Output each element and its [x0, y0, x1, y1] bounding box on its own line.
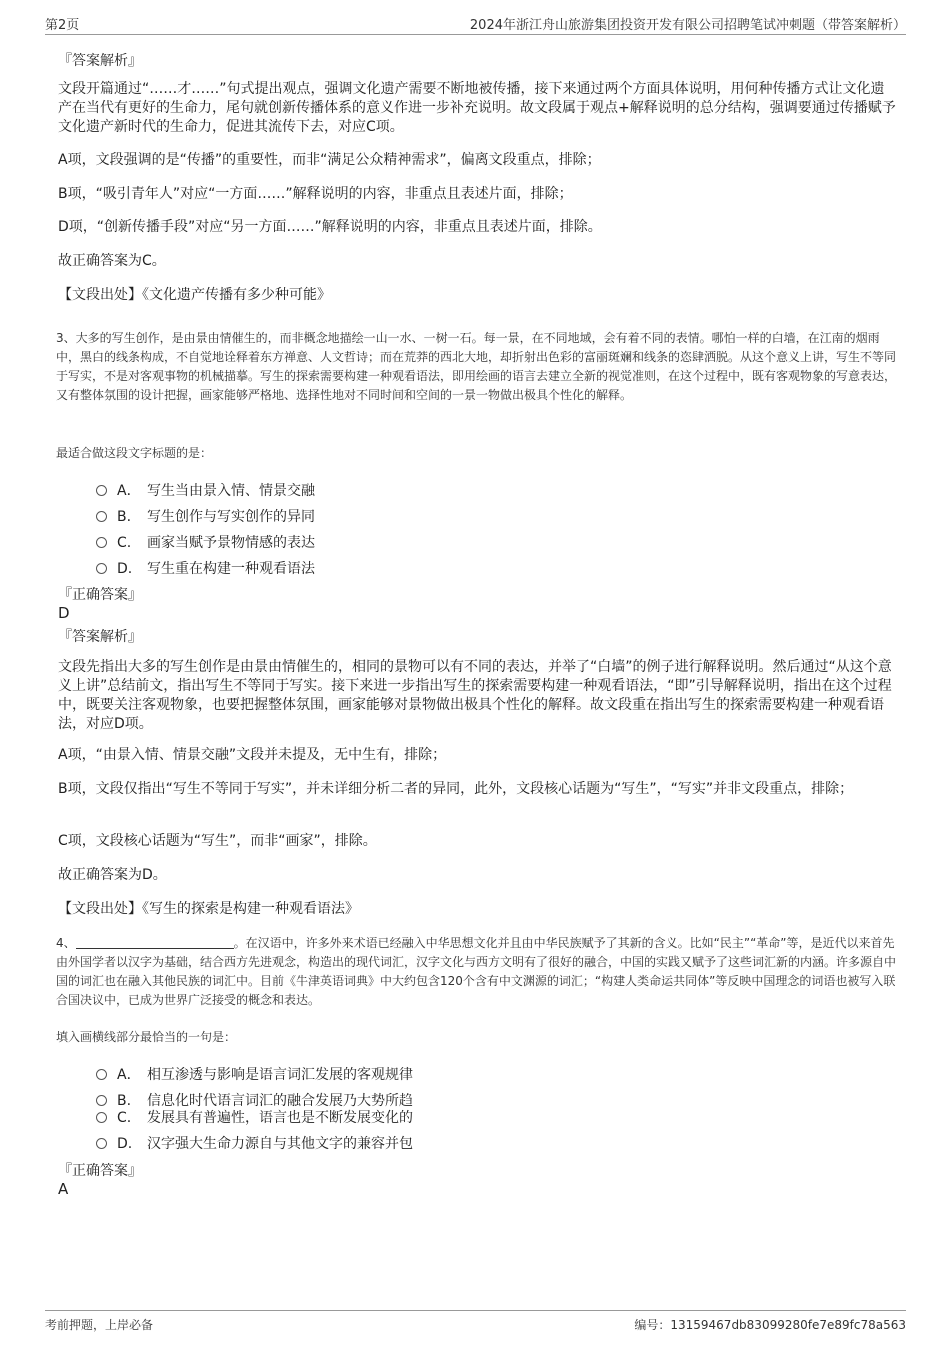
radio-icon[interactable] [96, 1069, 107, 1080]
q3-answer: D [58, 604, 70, 622]
q4-blank [76, 936, 234, 949]
q3-option-d[interactable]: D. 写生重在构建一种观看语法 [96, 558, 315, 578]
page-footer [45, 1310, 906, 1335]
q4-prompt: 填入画横线部分最恰当的一句是： [56, 1030, 237, 1044]
q4-answer-label: 『正确答案』 [58, 1163, 142, 1179]
page-header [45, 14, 906, 35]
q2-analysis-main: 文段开篇通过“……才……”句式提出观点，强调文化遗产需要不断地被传播，接下来通过两个方面具体说明，用何种传播方式让文化遗产在当代有更好的生命力，尾句就创新传播体系的意义作进一步补充说明。故文段属于观点+解释说明的总分结构，强调要通过传播赋予文化遗产新时代的生命力，促进其流传下去，对应C项。 [58, 81, 896, 135]
q3-source: 【文段出处】《写生的探索是构建一种观看语法》 [58, 901, 359, 917]
q3-conclusion: 故正确答案为D。 [58, 867, 167, 883]
q4-option-a[interactable]: A． 相互渗透与影响是语言词汇发展的客观规律 [96, 1064, 413, 1084]
q3-analysis-label: 『答案解析』 [58, 629, 142, 645]
document-title: 2024年浙江舟山旅游集团投资开发有限公司招聘笔试冲刺题（带答案解析） [469, 18, 906, 33]
q3-analysis-a: A项，“由景入情、情景交融”文段并未提及，无中生有，排除； [58, 747, 447, 763]
q3-prompt: 最适合做这段文字标题的是： [56, 446, 213, 460]
q4-stem-block [56, 934, 898, 1010]
footer-slogan: 考前押题，上岸必备 [45, 1318, 154, 1332]
page-number: 第2页 [45, 18, 80, 33]
q2-analysis-label: 『答案解析』 [58, 53, 142, 69]
radio-icon[interactable] [96, 511, 107, 522]
q3-option-a[interactable]: A． 写生当由景入情、情景交融 [96, 480, 315, 500]
q4-stem: 。在汉语中，许多外来术语已经融入中华思想文化并且由中华民族赋予了其新的含义。比如“民主”“革命”等，是近代以来首先由外国学者以汉字为基础，结合西方先进观念，构造出的现代词汇，汉字文化与西方文明有了很好的融合，中国的实践又赋予了这些词汇新的内涵。许多源自中国的词汇也在融入其他民族的词汇中。目前《牛津英语词典》中大约包含120个含有中文渊源的词汇；“构建人类命运共同体”等反映中国理念的词语也被写入联合国决议中，已成为世界广泛接受的概念和表达。 [56, 936, 897, 1007]
q3-option-b[interactable]: B. 写生创作与写实创作的异同 [96, 506, 315, 526]
radio-icon[interactable] [96, 485, 107, 496]
radio-icon[interactable] [96, 1112, 107, 1123]
q4-option-c[interactable]: C. 发展具有普遍性，语言也是不断发展变化的 [96, 1107, 413, 1127]
radio-icon[interactable] [96, 563, 107, 574]
q2-analysis-b: B项，“吸引青年人”对应“一方面……”解释说明的内容，非重点且表述片面，排除； [58, 186, 573, 202]
q2-analysis-d: D项，“创新传播手段”对应“另一方面……”解释说明的内容，非重点且表述片面，排除。 [58, 219, 602, 235]
q3-option-c[interactable]: C. 画家当赋予景物情感的表达 [96, 532, 315, 552]
q3-analysis-c: C项，文段核心话题为“写生”，而非“画家”，排除。 [58, 833, 377, 849]
radio-icon[interactable] [96, 537, 107, 548]
q4-number: 4、 [56, 936, 76, 950]
q2-conclusion: 故正确答案为C。 [58, 253, 166, 269]
q3-answer-label: 『正确答案』 [58, 587, 142, 603]
q3-analysis-main: 文段先指出大多的写生创作是由景由情催生的，相同的景物可以有不同的表达，并举了“白墙”的例子进行解释说明。然后通过“从这个意义上讲”总结前文，指出写生不等同于写实。接下来进一步指出写生的探索需要构建一种观看语法，“即”引导解释说明，指出在这个过程中，既要关注客观物象，也要把握整体氛围，画家能够对景物做出极具个性化的解释。故文段重在指出写生的探索需要构建一种观看语法，对应D项。 [58, 659, 892, 732]
q4-option-d[interactable]: D. 汉字强大生命力源自与其他文字的兼容并包 [96, 1133, 413, 1153]
q3-stem: 3、大多的写生创作，是由景由情催生的，而非概念地描绘一山一水、一树一石。每一景，在不同地域，会有着不同的表情。哪怕一样的白墙，在江南的烟雨中，黑白的线条构成，不自觉地诠释着东方禅意、人文哲诗；而在荒莽的西北大地，却折射出色彩的富丽斑斓和线条的恣肆洒脱。从这个意义上讲，写生不等同于写实，不是对客观事物的机械描摹。写生的探索需要构建一种观看语法，即用绘画的语言去建立全新的视觉准则，在这个过程中，既有客观物象的写意表达，又有整体氛围的设计把握，画家能够严格地、选择性地对不同时间和空间的一景一物做出极具个性化的解释。 [56, 331, 897, 402]
q4-answer: A [58, 1180, 69, 1198]
q3-analysis-b: B项，文段仅指出“写生不等同于写实”，并未详细分析二者的异同，此外，文段核心话题为“写生”，“写实”并非文段重点，排除； [58, 781, 854, 797]
radio-icon[interactable] [96, 1095, 107, 1106]
footer-code: 编号：13159467db83099280fe7e89fc78a563 [634, 1318, 906, 1332]
radio-icon[interactable] [96, 1138, 107, 1149]
q2-analysis-a: A项，文段强调的是“传播”的重要性，而非“满足公众精神需求”，偏离文段重点，排除； [58, 152, 601, 168]
q2-source: 【文段出处】《文化遗产传播有多少种可能》 [58, 287, 331, 303]
q4-option-b[interactable]: B. 信息化时代语言词汇的融合发展乃大势所趋 [96, 1090, 413, 1110]
